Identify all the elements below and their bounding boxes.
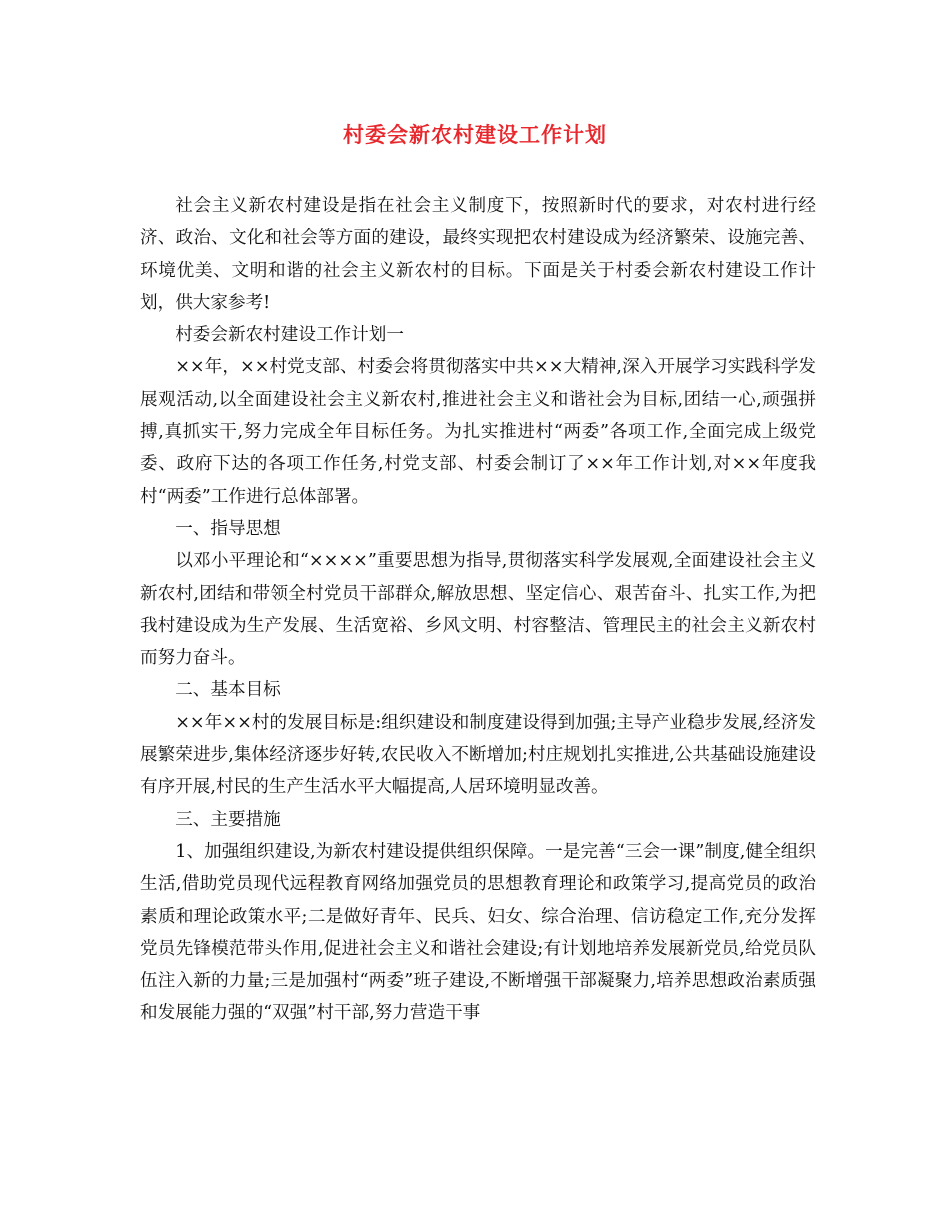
section-heading-main-measures: 三、主要措施 <box>175 809 281 830</box>
document-body <box>140 190 816 1030</box>
paragraph-basic-goals: ××年××村的发展目标是:组织建设和制度建设得到加强;主导产业稳步发展,经济发展繁荣进步,集体经济逐步好转,农民收入不断增加;村庄规划扎实推进,公共基础设施建设有序开展,村民的生产生活水平大幅提高,人居环境明显改善。 <box>140 712 816 798</box>
section-heading-guiding-thought: 一、指导思想 <box>175 518 281 539</box>
document-title: 村委会新农村建设工作计划 <box>343 122 607 147</box>
paragraph-measure-1: 1、加强组织建设,为新农村建设提供组织保障。一是完善“三会一课”制度,健全组织生活,借助党员现代远程教育网络加强党员的思想教育理论和政策学习,提高党员的政治素质和理论政策水平;二是做好青年、民兵、妇女、综合治理、信访稳定工作,充分发挥党员先锋模范带头作用,促进社会主义和谐社会建设;有计划地培养发展新党员,给党员队伍注入新的力量;三是加强村“两委”班子建设,不断增强干部凝聚力,培养思想政治素质强和发展能力强的“双强”村干部,努力营造干事 <box>140 841 816 1024</box>
paragraph-plan-heading: 村委会新农村建设工作计划一 <box>175 325 404 346</box>
paragraph-intro: 社会主义新农村建设是指在社会主义制度下，按照新时代的要求，对农村进行经济、政治、文化和社会等方面的建设，最终实现把农村建设成为经济繁荣、设施完善、环境优美、文明和谐的社会主义新农村的目标。下面是关于村委会新农村建设工作计划，供大家参考! <box>140 196 816 313</box>
paragraph-guiding-thought: 以邓小平理论和“××××”重要思想为指导,贯彻落实科学发展观,全面建设社会主义新农村,团结和带领全村党员干部群众,解放思想、坚定信心、艰苦奋斗、扎实工作,为把我村建设成为生产发展、生活宽裕、乡风文明、村容整洁、管理民主的社会主义新农村而努力奋斗。 <box>140 551 816 669</box>
paragraph-overview: ××年，××村党支部、村委会将贯彻落实中共××大精神,深入开展学习实践科学发展观活动,以全面建设社会主义新农村,推进社会主义和谐社会为目标,团结一心,顽强拼搏,真抓实干,努力完成全年目标任务。为扎实推进村“两委”各项工作,全面完成上级党委、政府下达的各项工作任务,村党支部、村委会制订了××年工作计划,对××年度我村“两委”工作进行总体部署。 <box>140 357 816 507</box>
section-heading-basic-goals: 二、基本目标 <box>175 680 281 701</box>
